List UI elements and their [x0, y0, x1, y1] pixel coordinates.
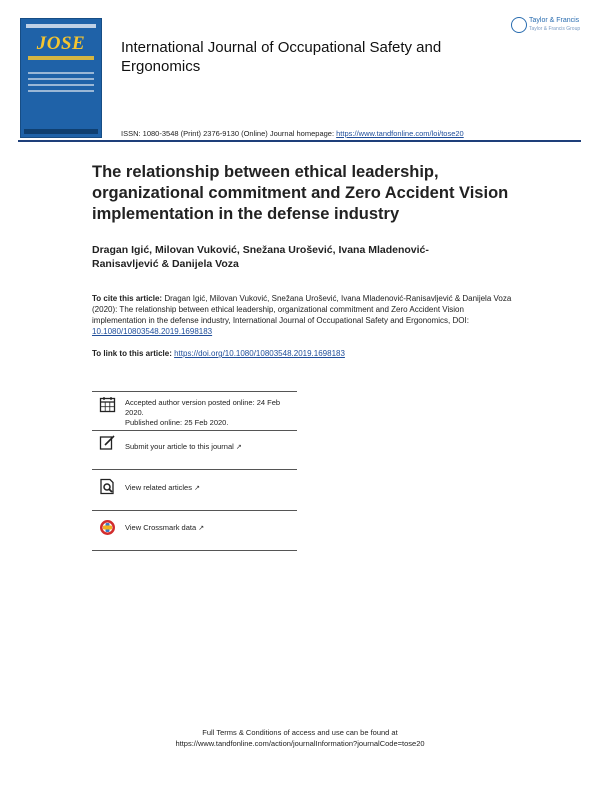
cover-text-lines [28, 72, 94, 96]
article-title: The relationship between ethical leadership, organizational commitment and Zero Accident Vision implementation in the defense industry [92, 163, 509, 223]
publisher-tagline: Taylor & Francis Group [529, 26, 581, 32]
divider-bottom [92, 550, 297, 551]
published-date: Published online: 25 Feb 2020. [125, 418, 229, 427]
article-link-label: To link to this article: [92, 349, 175, 358]
divider-top [92, 391, 297, 392]
citation-text: Dragan Igić, Milovan Vuković, Snežana Urošević, Ivana Mladenović-Ranisavljević & Danijela Voza (2020): The relationship between ethical leadership, organizational commitment and Zero Accident Vision implementation in the defense industry, International Journal of Occupational Safety and Ergonomics, DOI: [92, 294, 512, 325]
journal-homepage-link[interactable]: https://www.tandfonline.com/loi/tose20 [336, 129, 464, 138]
divider-2 [92, 469, 297, 470]
citation-doi-link[interactable]: 10.1080/10803548.2019.1698183 [92, 327, 213, 336]
journal-cover [20, 18, 102, 138]
citation-label: To cite this article: [92, 294, 163, 303]
external-link-icon: ↗ [198, 525, 205, 532]
footer-terms-url[interactable]: https://www.tandfonline.com/action/journalInformation?journalCode=tose20 [175, 739, 425, 748]
article-doi-link[interactable]: https://doi.org/10.1080/10803548.2019.1698183 [174, 349, 345, 358]
search-document-icon [99, 478, 116, 495]
citation-block [92, 293, 517, 337]
cover-subtitle-band [28, 56, 94, 60]
divider-3 [92, 510, 297, 511]
footer [0, 727, 600, 749]
calendar-icon [99, 396, 116, 413]
issn-text: ISSN: 1080-3548 (Print) 2376-9130 (Online) Journal homepage: [121, 129, 337, 138]
crossmark-icon [99, 519, 116, 536]
cover-top-band [26, 24, 96, 28]
publisher-name: Taylor & Francis [529, 17, 580, 24]
cover-logo: JOSE [36, 33, 86, 54]
related-articles-link[interactable] [125, 483, 295, 494]
external-link-icon: ↗ [194, 485, 200, 492]
header-divider [18, 140, 581, 142]
crossmark-label: View Crossmark data [125, 523, 197, 532]
journal-title: International Journal of Occupational Safety and Ergonomics [121, 39, 442, 75]
publisher-logo [511, 17, 583, 35]
article-link-line [92, 348, 517, 359]
footer-terms-text: Full Terms & Conditions of access and use can be found at [202, 728, 398, 737]
external-link-icon: ↗ [235, 444, 242, 451]
article-authors: Dragan Igić, Milovan Vuković, Snežana Urošević, Ivana Mladenović-Ranisavljević & Danijela Voza [92, 244, 429, 270]
accepted-date: Accepted author version posted online: 24 Feb 2020. [125, 398, 281, 417]
submit-article-link[interactable] [125, 442, 295, 453]
crossmark-link[interactable] [125, 523, 295, 534]
edit-icon [99, 434, 116, 451]
cover-footer-band [24, 129, 98, 134]
publisher-logo-icon [511, 17, 527, 33]
divider-1 [92, 430, 297, 431]
issn-line [121, 129, 464, 138]
submit-article-label: Submit your article to this journal [125, 442, 234, 451]
publication-dates [125, 398, 295, 428]
related-articles-label: View related articles [125, 483, 192, 492]
